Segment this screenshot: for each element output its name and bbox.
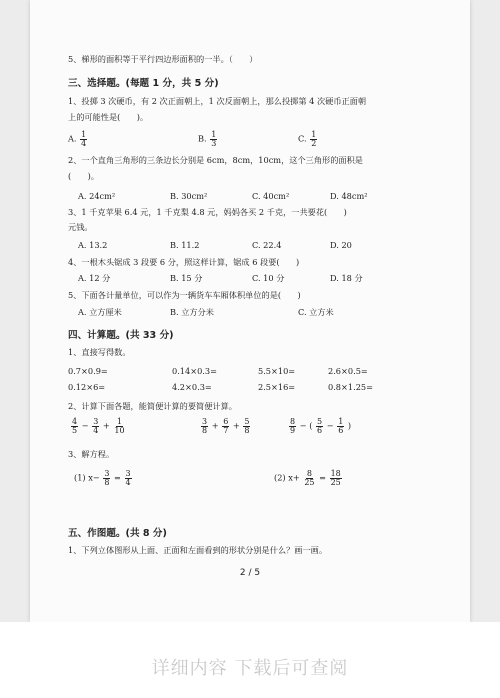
download-banner[interactable] <box>0 622 500 698</box>
fraction: $\frac{5}{6}$ <box>317 417 323 435</box>
calc-item: 5.5×10= <box>258 366 296 376</box>
choice-q2-option-a: A. 24cm² <box>78 191 116 201</box>
choice-q3-line1: 3、1 千克苹果 6.4 元，1 千克梨 4.8 元，妈妈各买 2 千克，一共要花( ) <box>68 207 347 217</box>
choice-q4-option-d: D. 18 分 <box>330 273 363 283</box>
section-3-title: 三、选择题。(每题 1 分，共 5 分) <box>68 78 219 89</box>
page-number: 2 / 5 <box>239 568 261 578</box>
calc-item: 0.14×0.3= <box>172 366 217 376</box>
document-page <box>30 0 470 622</box>
choice-q4-line1: 4、一根木头锯成 3 段要 6 分，照这样计算，锯成 6 段要( ) <box>68 257 300 267</box>
choice-q2-option-c: C. 40cm² <box>252 191 290 201</box>
choice-q3-option-b: B. 11.2 <box>170 240 200 250</box>
choice-q2-option-d: D. 48cm² <box>330 191 368 201</box>
fraction: $\frac{1}{6}$ <box>338 417 344 435</box>
fraction: $\frac{1}{4}$ <box>81 130 87 148</box>
choice-q1-option-a: A. $\frac{1}{4}$ <box>68 130 87 148</box>
fraction: $\frac{3}{8}$ <box>104 469 110 487</box>
choice-q3-option-d: D. 20 <box>330 240 352 250</box>
fraction: $\frac{3}{4}$ <box>125 469 131 487</box>
choice-q3-line2: 元钱。 <box>68 222 93 232</box>
section-5-title: 五、作图题。(共 8 分) <box>68 528 167 539</box>
calc-item: 0.8×1.25= <box>328 382 373 392</box>
choice-q5-option-c: C. 立方米 <box>298 307 334 317</box>
calc-q1-title: 1、直接写得数。 <box>68 347 131 357</box>
choice-q1-line1: 1、投掷 3 次硬币，有 2 次正面朝上，1 次反面朝上，那么投掷第 4 次硬币正面朝 <box>68 96 367 106</box>
judge-question-5: 5、梯形的面积等于平行四边形面积的一半。（ ） <box>68 54 258 64</box>
choice-q3-option-a: A. 13.2 <box>78 240 108 250</box>
equation-2: (2) x+ $\frac{8}{25}$ = $\frac{18}{25}$ <box>274 469 341 487</box>
calc-q2-title: 2、计算下面各题，能简便计算的要简便计算。 <box>68 401 237 411</box>
calc-item: 4.2×0.3= <box>172 382 212 392</box>
section-4-title: 四、计算题。(共 33 分) <box>68 330 174 341</box>
choice-q2-option-b: B. 30cm² <box>170 191 208 201</box>
fraction: $\frac{4}{5}$ <box>72 417 78 435</box>
choice-q2-line1: 2、一个直角三角形的三条边长分别是 6cm，8cm，10cm，这个三角形的面积是 <box>68 155 363 165</box>
fraction: $\frac{3}{4}$ <box>93 417 99 435</box>
calc-item: 0.12×6= <box>68 382 106 392</box>
choice-q4-option-a: A. 12 分 <box>78 273 111 283</box>
fraction: $\frac{1}{2}$ <box>311 130 317 148</box>
fraction: $\frac{3}{8}$ <box>202 417 208 435</box>
drawing-q1: 1、下列立体图形从上面、正面和左面看到的形状分别是什么？画一画。 <box>68 545 328 555</box>
choice-q1-option-c: C. $\frac{1}{2}$ <box>298 130 317 148</box>
choice-q1-option-b: B. $\frac{1}{3}$ <box>198 130 217 148</box>
equation-1: (1) x− $\frac{3}{8}$ = $\frac{3}{4}$ <box>74 469 131 487</box>
choice-q5-option-b: B. 立方分米 <box>170 307 214 317</box>
calc-q3-title: 3、解方程。 <box>68 449 115 459</box>
choice-q5-line1: 5、下面各计量单位，可以作为一辆货车车厢体积单位的是( ) <box>68 290 301 300</box>
choice-q2-line2: ( )。 <box>68 171 99 181</box>
expression-1: $\frac{4}{5}$ − $\frac{3}{4}$ + $\frac{1}{10}$ <box>72 417 125 435</box>
calc-item: 0.7×0.9= <box>68 366 108 376</box>
download-banner-text: 详细内容 下载后可查阅 <box>151 658 349 679</box>
expression-2: $\frac{3}{8}$ + $\frac{6}{7}$ + $\frac{5}{8}$ <box>202 417 250 435</box>
expression-3: $\frac{8}{9}$ − ( $\frac{5}{6}$ − $\frac{1}{6}$ ) <box>290 417 352 435</box>
fraction: $\frac{18}{25}$ <box>330 469 341 487</box>
fraction: $\frac{1}{10}$ <box>114 417 125 435</box>
choice-q1-line2: 上的可能性是( )。 <box>68 112 149 122</box>
choice-q3-option-c: C. 22.4 <box>252 240 282 250</box>
fraction: $\frac{6}{7}$ <box>223 417 229 435</box>
choice-q4-option-c: C. 10 分 <box>252 273 285 283</box>
calc-item: 2.6×0.5= <box>328 366 368 376</box>
fraction: $\frac{5}{8}$ <box>244 417 250 435</box>
fraction: $\frac{1}{3}$ <box>211 130 217 148</box>
fraction: $\frac{8}{9}$ <box>290 417 296 435</box>
calc-item: 2.5×16= <box>258 382 296 392</box>
choice-q4-option-b: B. 15 分 <box>170 273 203 283</box>
fraction: $\frac{8}{25}$ <box>304 469 315 487</box>
choice-q5-option-a: A. 立方厘米 <box>78 307 122 317</box>
